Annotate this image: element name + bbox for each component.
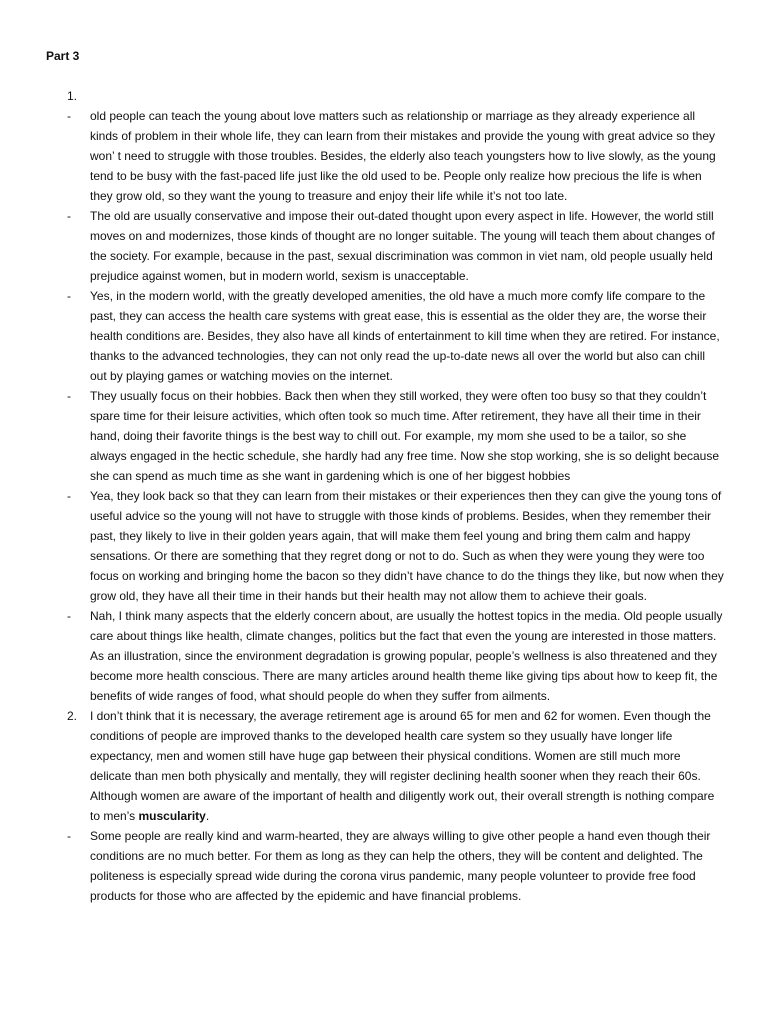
list-item-text: The old are usually conservative and impose their out-dated thought upon every aspect in life. However, the world still moves on and modernizes, those kinds of thought are no longer suitable. The young will teach them about changes of the society. For example, because in the past, sexual discrimination was common in viet nam, old people usually held prejudice against women, but in modern world, sexism is unacceptable. [90,209,715,283]
section-heading: Part 3 [46,49,80,63]
list-item-text: Yea, they look back so that they can learn from their mistakes or their experiences then they can give the young tons of useful advice so the young will not have to struggle with those kinds of problems. Besides, when they remember their past, they likely to live in their golden years again, that will make them feel young and bring them calm and happy sensations. Or there are something that they regret dong or not to do. Such as when they were young they were too focus on working and bringing home the bacon so they didn’t have chance to do the things they like, but now when they grow old, they have all their time in their hands but their health may not allow them to achieve their goals. [90,489,724,603]
list-item-text-tail: . [205,809,210,823]
list-marker: - [67,389,71,403]
bold-word: muscularity [138,809,206,823]
answer-list [46,86,724,906]
list-item-text: old people can teach the young about love matters such as relationship or marriage as they already experience all kinds of problem in their whole life, they can learn from their mistakes and provide the young with great advice so they won’ t need to struggle with those troubles. Besides, the elderly also teach youngsters how to live slowly, as the young tend to be busy with the fast-paced life just like the old used to be. People only realize how precious the life is when they grow old, so they want the young to treasure and enjoy their life while it’s not too late. [90,109,716,203]
list-marker: - [67,489,71,503]
list-item-6 [46,486,724,606]
list-item-3 [46,206,724,286]
list-item-text: They usually focus on their hobbies. Back then when they still worked, they were often too busy so that they couldn’t spare time for their leisure activities, which often took so much time. After retirement, they have all their time in their hand, doing their favorite things is the best way to chill out. For example, my mom she used to be a tailor, so she always engaged in the hectic schedule, she hardly had any free time. Now she stop working, she is so delight because she can spend as much time as she want in gardening which is one of her biggest hobbies [90,389,720,483]
list-item-text: Nah, I think many aspects that the elderly concern about, are usually the hottest topics in the media. Old people usually care about things like health, climate changes, politics but the fact that even the young are interested in those matters. As an illustration, since the environment degradation is growing popular, people’s wellness is also threatened and they become more health conscious. There are many articles around health theme like giving tips about how to keep fit, the benefits of wide ranges of food, what should people do when they suffer from ailments. [90,609,723,703]
list-marker: - [67,209,71,223]
list-item-text: Some people are really kind and warm-hearted, they are always willing to give other people a hand even though their conditions are no much better. For them as long as they can help the others, they will be content and delighted. The politeness is especially spread wide during the corona virus pandemic, many people volunteer to provide free food products for those who are affected by the epidemic and have financial problems. [90,829,711,903]
list-marker: - [67,829,71,843]
list-marker: 1. [67,89,78,103]
list-item-1 [46,86,724,106]
list-item-5 [46,386,724,486]
list-item-8 [46,706,724,826]
list-item-2 [46,106,724,206]
list-item-text: Yes, in the modern world, with the greatly developed amenities, the old have a much more comfy life compare to the past, they can access the health care systems with great ease, this is essential as the older they are, the worse their health conditions are. Besides, they also have all kinds of entertainment to kill time when they are retired. For instance, thanks to the advanced technologies, they can not only read the up-to-date news all over the world but also can chill out by playing games or watching movies on the internet. [90,289,720,383]
list-marker: - [67,109,71,123]
list-item-text-main: I don’t think that it is necessary, the average retirement age is around 65 for men and 62 for women. Even though the conditions of people are improved thanks to the developed health care system so they usually have longer life expectancy, men and women still have huge gap between their physical conditions. Women are still much more delicate than men both physically and mentally, they will register declining health sooner when they reach their 60s. Although women are aware of the important of health and diligently work out, their overall strength is nothing compare to men’s [90,709,715,823]
list-item-4 [46,286,724,386]
list-item-text [90,706,724,826]
list-marker: - [67,609,71,623]
list-item-9 [46,826,724,906]
list-item-7 [46,606,724,706]
list-marker: 2. [67,709,78,723]
list-marker: - [67,289,71,303]
